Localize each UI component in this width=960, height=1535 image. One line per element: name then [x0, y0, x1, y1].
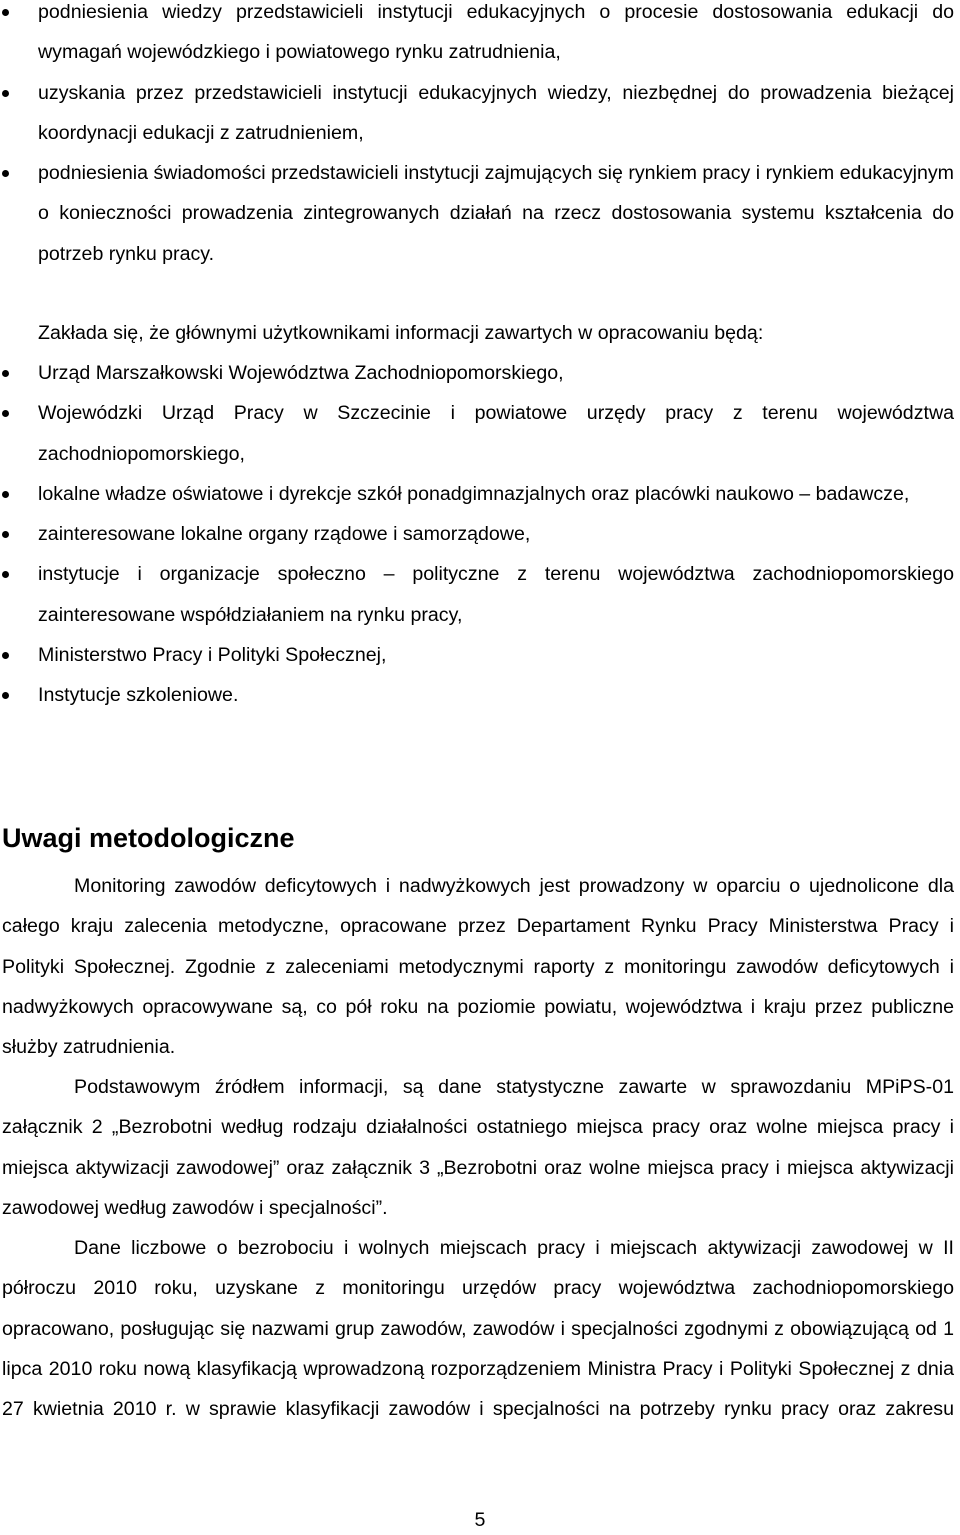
page-number: 5	[474, 1509, 486, 1531]
list-item-text: podniesienia świadomości przedstawicieli instytucji zajmujących się rynkiem pracy i rynkiem edukacyjnym o konieczności prowadzenia zintegrowanych działań na rzecz dostosowania systemu kształcenia do potrzeb rynku pracy.	[38, 162, 954, 265]
users-intro: Zakłada się, że głównymi użytkownikami informacji zawartych w opracowaniu będą:	[38, 322, 764, 344]
list-item-text: Instytucje szkoleniowe.	[38, 684, 239, 707]
list-item-text: podniesienia wiedzy przedstawicieli instytucji edukacyjnych o procesie dostosowania edukacji do wymagań wojewódzkiego i powiatowego rynku zatrudnienia,	[38, 1, 954, 64]
bullet-icon	[2, 9, 9, 16]
list-item	[0, 474, 960, 514]
list-item	[0, 514, 960, 554]
bullet-icon	[2, 571, 9, 578]
users-list	[0, 353, 960, 716]
paragraph: Dane liczbowe o bezrobociu i wolnych miejscach pracy i miejscach aktywizacji zawodowej w II półroczu 2010 roku, uzyskane z monitoringu urzędów pracy województwa zachodniopomorskiego opracowano, posługując się nazwami grup zawodów, zawodów i specjalności zgodnymi z obowiązującą od 1 lipca 2010 roku nową klasyfikacją wprowadzoną rozporządzeniem Ministra Pracy i Polityki Społecznej z dnia 27 kwietnia 2010 r. w sprawie klasyfikacji zawodów i specjalności na potrzeby rynku pracy oraz zakresu	[2, 1237, 954, 1421]
list-item	[0, 675, 960, 715]
bullet-icon	[2, 90, 9, 97]
list-item-text: Wojewódzki Urząd Pracy w Szczecinie i powiatowe urzędy pracy z terenu województwa zachodniopomorskiego,	[38, 402, 954, 465]
list-item	[0, 554, 960, 635]
list-item-text: lokalne władze oświatowe i dyrekcje szkół ponadgimnazjalnych oraz placówki naukowo – badawcze,	[38, 482, 910, 505]
list-item-text: instytucje i organizacje społeczno – polityczne z terenu województwa zachodniopomorskiego zainteresowane współdziałaniem na rynku pracy,	[38, 563, 954, 626]
list-item	[0, 153, 960, 274]
objectives-list	[0, 0, 960, 274]
paragraph: Monitoring zawodów deficytowych i nadwyżkowych jest prowadzony w oparciu o ujednolicone dla całego kraju zalecenia metodyczne, opracowane przez Departament Rynku Pracy Ministerstwa Pracy i Polityki Społecznej. Zgodnie z zaleceniami metodycznymi raporty z monitoringu zawodów deficytowych i nadwyżkowych opracowywane są, co pół roku na poziomie powiatu, województwa i kraju przez publiczne służby zatrudnienia.	[2, 875, 954, 1059]
bullet-icon	[2, 531, 9, 538]
list-item	[0, 73, 960, 154]
paragraph: Podstawowym źródłem informacji, są dane statystyczne zawarte w sprawozdaniu MPiPS-01 załącznik 2 „Bezrobotni według rodzaju działalności ostatniego miejsca pracy oraz wolne miejsca pracy i miejsca aktywizacji zawodowej” oraz załącznik 3 „Bezrobotni oraz wolne miejsca pracy i miejsca aktywizacji zawodowej według zawodów i specjalności”.	[2, 1076, 954, 1219]
list-item-text: Urząd Marszałkowski Województwa Zachodniopomorskiego,	[38, 362, 564, 384]
bullet-icon	[2, 410, 9, 417]
list-item	[0, 635, 960, 675]
list-item-text: Ministerstwo Pracy i Polityki Społecznej,	[38, 644, 387, 667]
bullet-icon	[2, 170, 9, 177]
bullet-icon	[2, 491, 9, 498]
list-item	[0, 393, 960, 474]
list-item-text: zainteresowane lokalne organy rządowe i samorządowe,	[38, 523, 531, 546]
bullet-icon	[2, 692, 9, 699]
list-item-text: uzyskania przez przedstawicieli instytucji edukacyjnych wiedzy, niezbędnej do prowadzenia bieżącej koordynacji edukacji z zatrudnieniem,	[38, 81, 954, 144]
bullet-icon	[2, 652, 9, 659]
bullet-icon	[2, 370, 9, 377]
section-heading: Uwagi metodologiczne	[2, 823, 295, 853]
list-item	[0, 0, 960, 73]
list-item	[0, 353, 960, 393]
